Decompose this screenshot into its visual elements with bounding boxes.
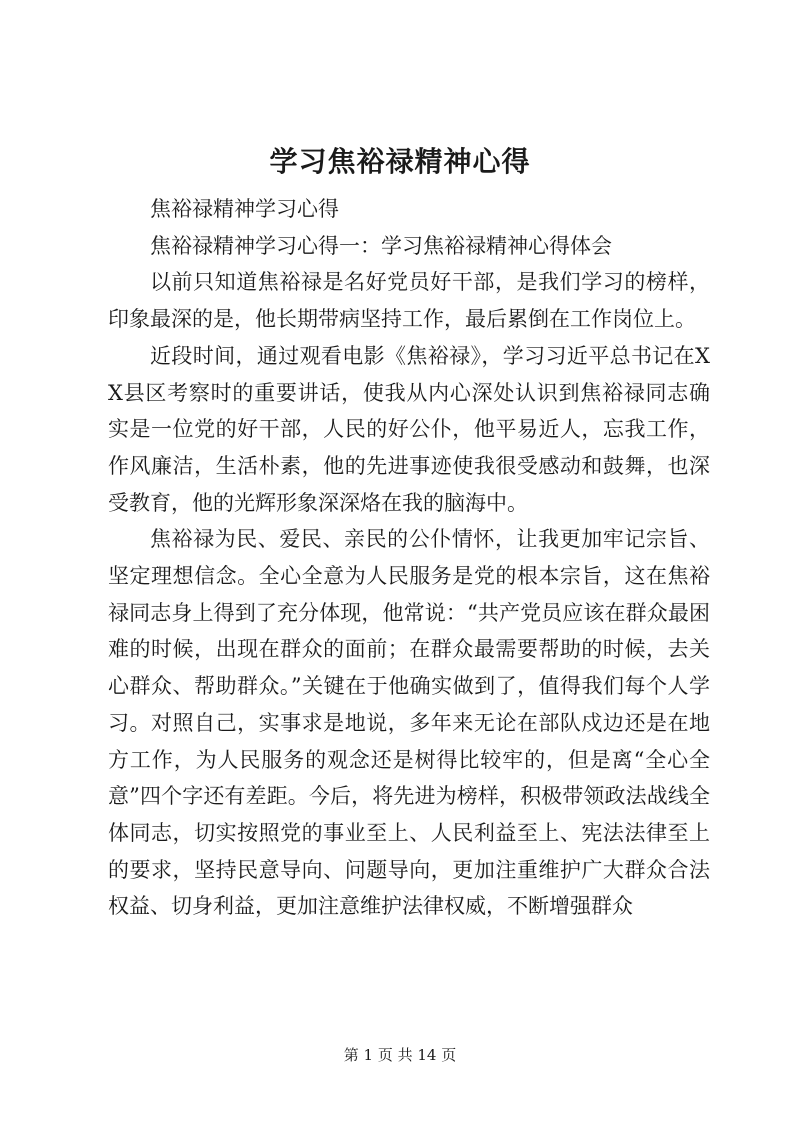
page-footer: 第 1 页 共 14 页 xyxy=(343,1046,457,1064)
document-body xyxy=(108,191,710,925)
paragraph: 近段时间，通过观看电影《焦裕禄》，学习习近平总书记在XX县区考察时的重要讲话，使我从内心深处认识到焦裕禄同志确实是一位党的好干部，人民的好公仆，他平易近人，忘我工作，作风廉洁，生活朴素，他的先进事迹使我很受感动和鼓舞，也深受教育，他的光辉形象深深烙在我的脑海中。 xyxy=(108,343,710,515)
paragraph-subtitle: 焦裕禄精神学习心得 xyxy=(150,197,339,221)
paragraph: 以前只知道焦裕禄是名好党员好干部，是我们学习的榜样，印象最深的是，他长期带病坚持工作，最后累倒在工作岗位上。 xyxy=(108,270,710,332)
paragraph-section-heading: 焦裕禄精神学习心得一：学习焦裕禄精神心得体会 xyxy=(150,233,612,258)
paragraph: 焦裕禄为民、爱民、亲民的公仆情怀，让我更加牢记宗旨、坚定理想信念。全心全意为人民服务是党的根本宗旨，这在焦裕禄同志身上得到了充分体现，他常说：“共产党员应该在群众最困难的时候，出现在群众的面前；在群众最需要帮助的时候，去关心群众、帮助群众。”关键在于他确实做到了，值得我们每个人学习。对照自己，实事求是地说，多年来无论在部队戍边还是在地方工作，为人民服务的观念还是树得比较牢的，但是离“全心全意”四个字还有差距。今后，将先进为榜样，积极带领政法战线全体同志，切实按照党的事业至上、人民利益至上、宪法法律至上的要求，坚持民意导向、问题导向，更加注重维护广大群众合法权益、切身利益，更加注意维护法律权威，不断增强群众 xyxy=(108,527,710,919)
document-title: 学习焦裕禄精神心得 xyxy=(269,145,531,178)
